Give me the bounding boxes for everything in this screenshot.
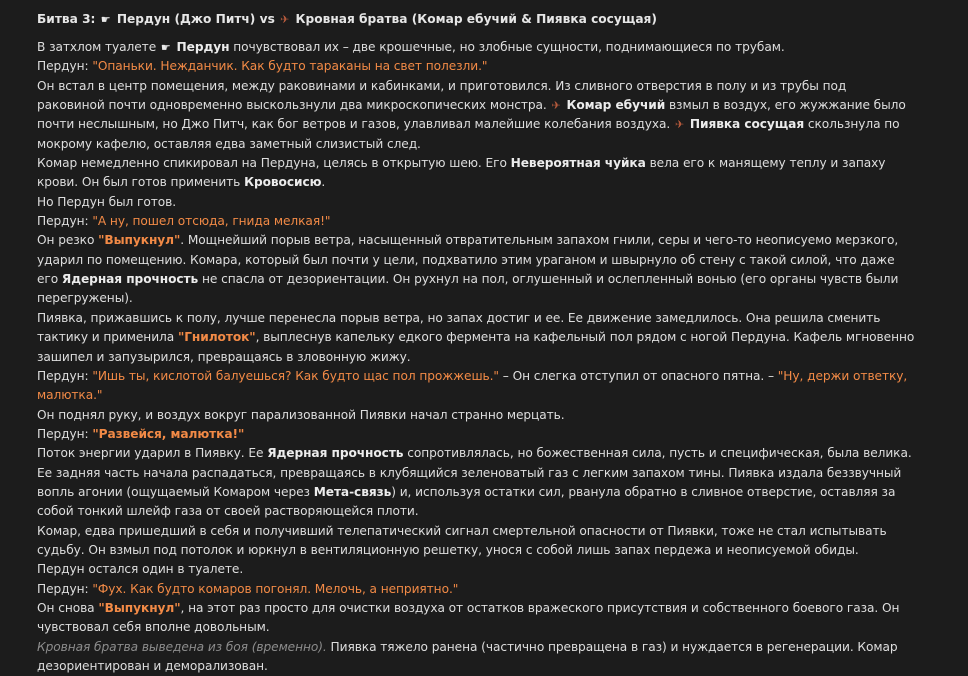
paragraph-2: [37, 57, 917, 76]
text: В затхлом туалете: [37, 40, 157, 54]
paragraph-10: Он поднял руку, и воздух вокруг парализованной Пиявки начал странно мерцать.: [37, 407, 565, 422]
text: ) и, используя остатки сил, рванула обратно в сливное отверстие, оставляя за собой тонкий шлейф газа от своей растворяющейся плоти.: [37, 484, 896, 519]
speaker-label: Пердун:: [37, 368, 89, 383]
paragraph-13: Комар, едва пришедший в себя и получивший телепатический сигнал смертельной опасности от Пиявки, тоже не стал испытывать судьбу. Он взмыл под потолок и юркнул в вентиляционную решетку, унося с собой лишь запах пердежа и неописуемой обиды.: [37, 523, 887, 557]
italic-status: Кровная братва выведена из боя (временно).: [37, 639, 327, 654]
bold-quote: "Выпукнул": [98, 233, 181, 248]
text: не спасла от дезориентации. Он рухнул на пол, оглушенный и ослепленный вонью (его органы чувств были перегружены).: [37, 272, 899, 306]
bold-quote: "Выпукнул": [98, 600, 181, 615]
text: скользнула по мокрому кафелю, оставляя едва заметный слизистый след.: [37, 117, 900, 151]
battle-title-prefix: Битва 3:: [37, 12, 96, 26]
text: – Он слегка отступил от опасного пятна. –: [502, 368, 774, 383]
paragraph-11: [37, 425, 917, 444]
bold-skill: Ядерная прочность: [61, 272, 199, 287]
versus-label: vs: [259, 12, 275, 26]
pointing-hand-icon: ☛: [100, 13, 111, 26]
speaker-label: Пердун:: [37, 59, 89, 74]
text: .: [321, 175, 326, 190]
paragraph-14: Пердун остался один в туалете.: [37, 562, 244, 577]
bold-skill: Мета-связь: [313, 484, 392, 499]
text: почувствовал их – две крошечные, но злобные сущности, поднимающиеся по трубам.: [233, 40, 785, 54]
speaker-label: Пердун:: [37, 214, 89, 229]
battle-title: [37, 8, 968, 30]
text: Он резко: [37, 233, 95, 248]
bold-quote: "Гнилоток": [177, 330, 256, 345]
bold-skill: Невероятная чуйка: [510, 156, 646, 171]
mosquito-icon: ✈: [551, 99, 561, 113]
paragraph-17: [37, 638, 917, 676]
mosquito-icon: ✈: [674, 118, 685, 132]
paragraph-16: [37, 599, 917, 638]
text: Он снова: [37, 600, 95, 615]
text: Комар немедленно спикировал на Пердуна, целясь в открытую шею. Его: [37, 156, 507, 171]
paragraph-6: [37, 212, 917, 231]
paragraph-9: [37, 367, 917, 406]
paragraph-15: [37, 580, 917, 599]
bold-quote: "Развейся, малютка!": [92, 426, 245, 441]
paragraph-8: [37, 309, 917, 367]
bold-skill: Кровосисю: [244, 175, 322, 190]
speaker-label: Пердун:: [37, 581, 89, 596]
paragraph-5: Но Пердун был готов.: [37, 194, 177, 209]
paragraph-1: [37, 38, 917, 57]
text: взмыл в воздух, его жужжание было почти неслышным, но Джо Питч, как бог ветров и газов, улавливал малейшие колебания воздуха.: [37, 98, 906, 132]
paragraph-4: [37, 154, 917, 193]
quote: "Опаньки. Нежданчик. Как будто тараканы на свет полезли.": [92, 59, 488, 74]
text: Поток энергии ударил в Пиявку. Ее: [37, 446, 264, 461]
quote: "Ну, держи ответку, малютка.": [37, 368, 908, 403]
paragraph-3: [37, 77, 917, 154]
paragraph-7: [37, 231, 917, 308]
text: Он встал в центр помещения, между раковинами и кабинками, и приготовился. Из сливного отверстия в полу и из трубы под раковиной почти одновременно выскользнули два микроскопических монстра.: [37, 78, 847, 113]
text: Пиявка тяжело ранена (частично превращена в газ) и нуждается в регенерации. Комар дезориентирован и деморализован.: [37, 639, 898, 673]
bold-name: Пиявка сосущая: [689, 117, 805, 132]
bold-skill: Ядерная прочность: [267, 446, 404, 461]
fighter-2-name: Кровная братва (Комар ебучий & Пиявка сосущая): [295, 12, 657, 26]
text: сопротивлялась, но божественная сила, пусть и специфическая, была велика. Ее задняя часть начала распадаться, превращаясь в клубящийся зеленоватый газ с легким запахом тины. Пиявка издала беззвучный вопль агонии (ощущаемый Комаром через: [37, 446, 912, 499]
speaker-label: Пердун:: [37, 426, 89, 441]
paragraph-12: [37, 444, 917, 521]
text: , на этот раз просто для очистки воздуха от остатков вражеского присутствия и собственного боевого газа. Он чувствовал себя вполне довольным.: [37, 600, 900, 635]
quote: "А ну, пошел отсюда, гнида мелкая!": [92, 214, 331, 229]
text: , выплеснув капельку едкого фермента на кафельный пол рядом с ногой Пердуна. Кафель мгновенно зашипел и запузырился, превращаясь в зловонную жижу.: [37, 330, 915, 364]
quote: "Фух. Как будто комаров погонял. Мелочь, а неприятно.": [92, 581, 459, 596]
text: Пиявка, прижавшись к полу, лучше перенесла порыв ветра, но запах достиг и ее. Ее движение замедлилось. Она решила сменить тактику и применила: [37, 310, 881, 345]
quote: "Ишь ты, кислотой балуешься? Как будто щас пол прожжешь.": [92, 368, 499, 383]
text: . Мощнейший порыв ветра, насыщенный отвратительным запахом гнили, серы и чего-то неописуемо мерзкого, ударил по помещению. Комара, который был почти у цели, подхватило этим ураганом и швырнуло об стену с такой силой, что даже его: [37, 233, 899, 287]
fighter-1-name: Пердун (Джо Питч): [116, 12, 256, 26]
bold-name: Пердун: [176, 40, 230, 54]
pointing-hand-icon: ☛: [160, 41, 171, 54]
mosquito-icon: ✈: [280, 13, 290, 26]
bold-name: Комар ебучий: [566, 98, 666, 113]
text: вела его к манящему теплу и запаху крови. Он был готов применить: [37, 156, 886, 190]
